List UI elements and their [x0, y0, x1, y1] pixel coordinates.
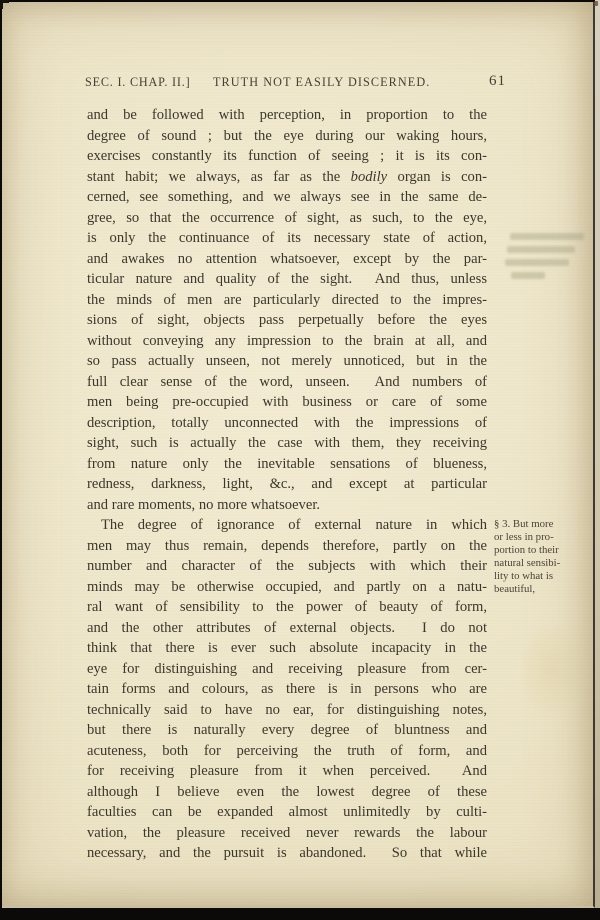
text-line: technically said to have no ear, for distinguishing notes,	[87, 701, 487, 718]
text-line: full clear sense of the word, unseen. And numbers of	[87, 373, 487, 390]
margin-note	[494, 518, 586, 597]
text-line: redness, darkness, light, &c., and except at particular	[87, 476, 487, 492]
showthrough-line	[511, 272, 545, 279]
showthrough-line	[505, 259, 569, 266]
paragraph-1	[87, 105, 487, 515]
text-line: and awakes no attention whatsoever, except by the par-	[87, 250, 487, 267]
text-line: exercises constantly its function of seeing ; it is its con-	[87, 148, 487, 164]
text-line: is only the continuance of its necessary state of action,	[87, 230, 487, 246]
text-line: description, totally unconnected with the impressions of	[87, 414, 487, 431]
sidenote-line: natural sensibi-	[494, 557, 561, 570]
text-line: but there is naturally every degree of bluntness and	[87, 722, 487, 738]
text-line: from nature only the inevitable sensations of blueness,	[87, 455, 487, 472]
text-line: men being pre-occupied with business or care of some	[87, 394, 487, 410]
text-line: tain forms and colours, as there is in persons who are	[87, 681, 487, 697]
text-line: so pass actually unseen, not merely unnoticed, but in the	[87, 353, 487, 369]
scan-edge-right	[595, 0, 600, 908]
scan-corner-speck	[594, 1, 598, 6]
text-line: and rare moments, no more whatsoever.	[87, 496, 321, 513]
sidenote-line: beautiful,	[494, 583, 536, 596]
text-line: and the other attributes of external objects. I do not	[87, 619, 487, 636]
running-header	[2, 73, 593, 91]
text-line: think that there is ever such absolute incapacity in the	[87, 640, 487, 656]
sidenote-line: portion to their	[494, 544, 559, 557]
text-line: for receiving pleasure from it when perceived. And	[87, 763, 487, 779]
text-line: necessary, and the pursuit is abandoned. So that while	[87, 845, 487, 861]
text-line: cerned, see something, and we always see in the same de-	[87, 189, 487, 205]
text-line: eye for distinguishing and receiving pleasure from cer-	[87, 660, 487, 677]
book-page	[2, 2, 595, 908]
text-line: ral want of sensibility to the power of beauty of form,	[87, 599, 487, 615]
page-number: 61	[489, 73, 506, 89]
text-line: ticular nature and quality of the sight. And thus, unless	[87, 271, 487, 287]
text-line: number and character of the subjects with which their	[87, 558, 487, 574]
sidenote-line: lity to what is	[494, 570, 554, 583]
paper-stain	[517, 622, 587, 717]
text-line: minds may be otherwise occupied, and partly on a natu-	[87, 578, 487, 595]
body-text	[87, 105, 487, 864]
text-line: gree, so that the occurrence of sight, as such, to the eye,	[87, 209, 487, 226]
text-line: vation, the pleasure received never rewards the labour	[87, 824, 487, 841]
sidenote-line: or less in pro-	[494, 531, 554, 544]
scan-corner-mark	[0, 0, 3, 9]
section-chapter-label: SEC. I. CHAP. II.]	[85, 75, 191, 89]
text-line: The degree of ignorance of external nature in which	[101, 517, 487, 533]
text-line: sions of sight, objects pass perpetually before the eyes	[87, 312, 487, 328]
showthrough-line	[507, 246, 575, 253]
text-line: sight, such is actually the case with them, they receiving	[87, 435, 487, 451]
text-line: degree of sound ; but the eye during our waking hours,	[87, 127, 487, 144]
text-line: men may thus remain, depends therefore, partly on the	[87, 537, 487, 554]
sidenote-line: § 3. But more	[494, 518, 554, 530]
text-line: stant habit; we always, as far as the bodily organ is con-	[87, 168, 487, 185]
text-line: without conveying any impression to the brain at all, and	[87, 332, 487, 349]
showthrough-line	[510, 233, 584, 240]
text-line: faculties can be expanded almost unlimitedly by culti-	[87, 804, 487, 820]
paragraph-2	[87, 515, 487, 864]
text-line: the minds of men are particularly directed to the impres-	[87, 291, 487, 308]
text-line: acuteness, both for perceiving the truth of form, and	[87, 742, 487, 759]
running-title: TRUTH NOT EASILY DISCERNED.	[213, 75, 431, 89]
text-line: and be followed with perception, in proportion to the	[87, 107, 487, 123]
text-line: although I believe even the lowest degree of these	[87, 783, 487, 800]
